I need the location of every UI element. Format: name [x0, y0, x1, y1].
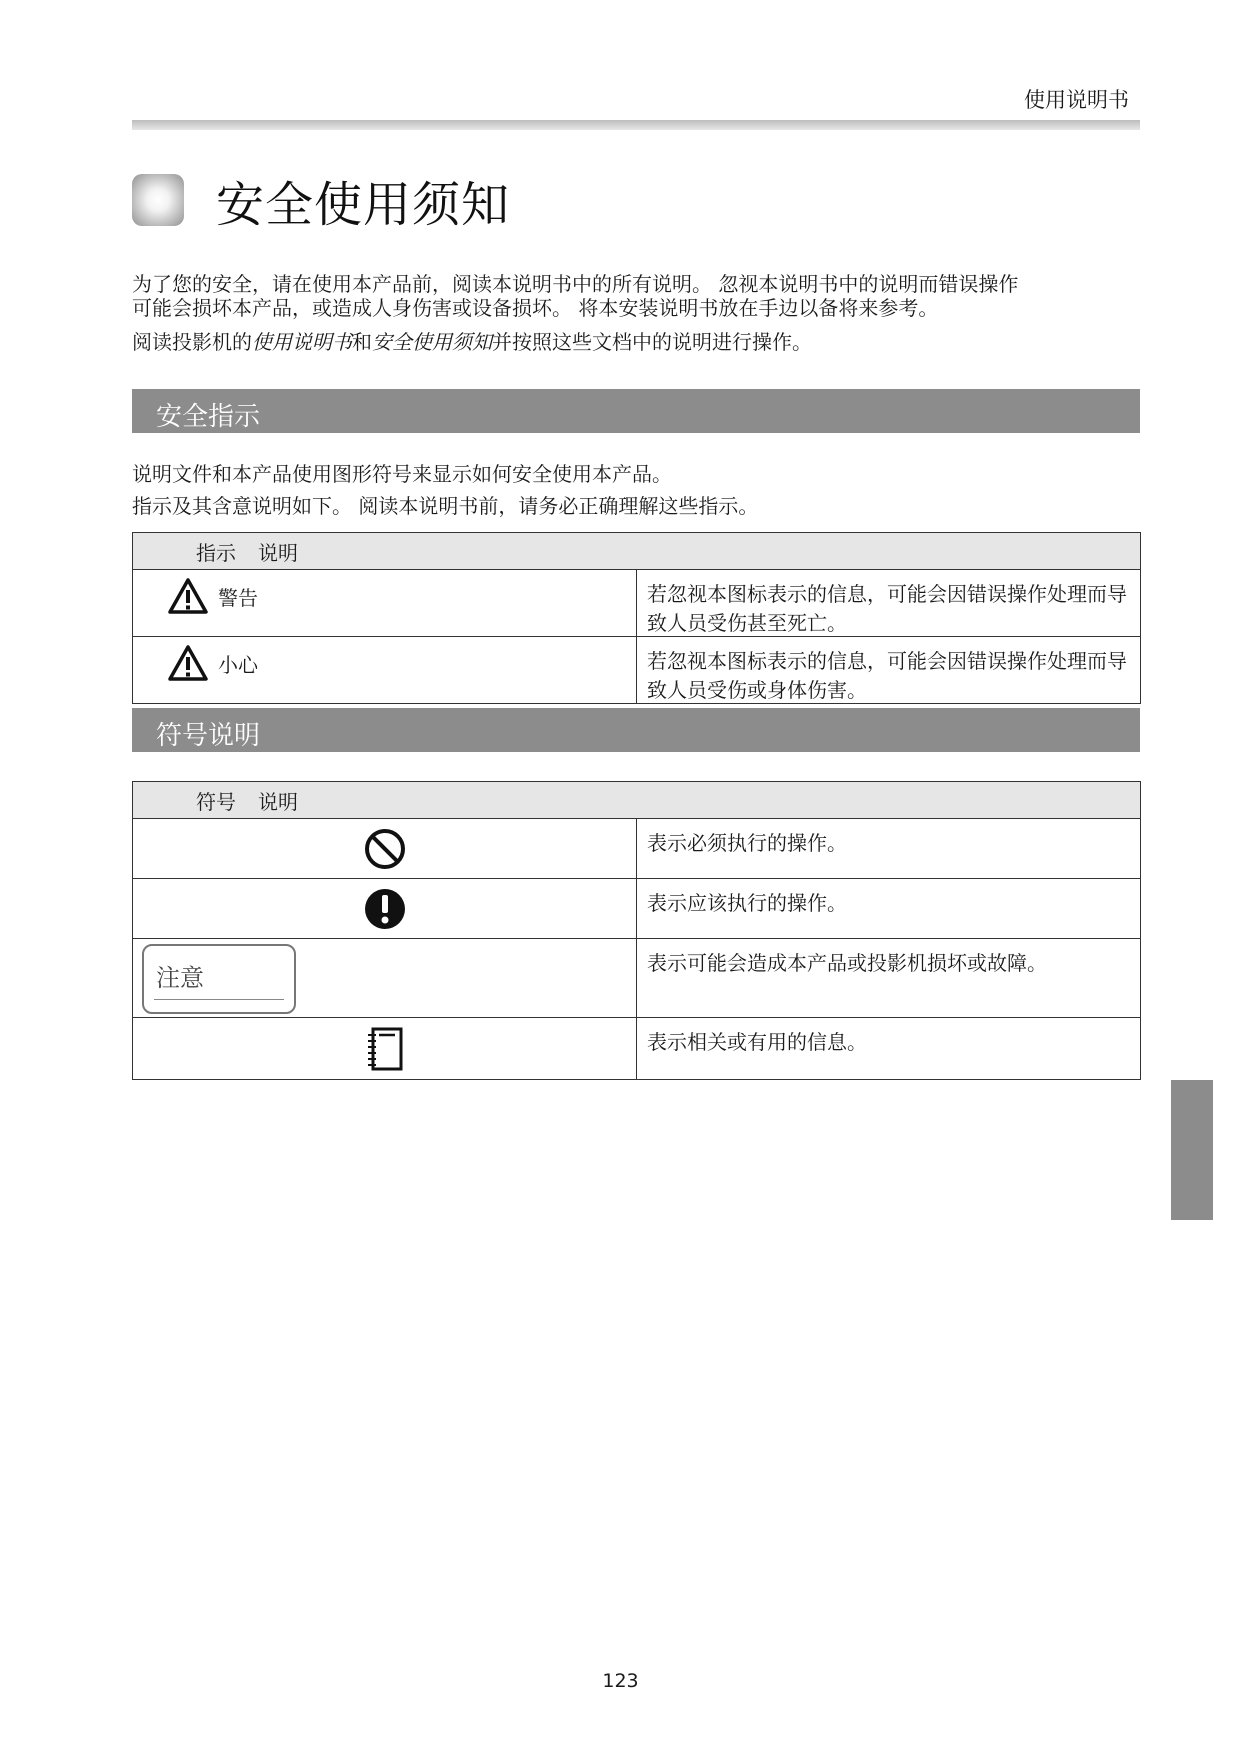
table-row — [133, 1018, 1141, 1080]
intro-line-3-prefix: 阅读投影机的 — [132, 330, 252, 354]
indications-table — [132, 532, 1141, 704]
table-header-row — [133, 782, 1141, 819]
table-header-cell — [133, 782, 1141, 819]
table-row — [133, 879, 1141, 939]
section-heading-symbols — [132, 708, 1140, 752]
prohibited-icon — [363, 827, 407, 871]
col-header-description: 说明 — [258, 789, 298, 814]
table-row — [133, 570, 1141, 637]
caution-note-box-icon — [142, 944, 296, 1014]
table-header-cell — [133, 533, 1141, 570]
intro-line-1: 为了您的安全，请在使用本产品前，阅读本说明书中的所有说明。 忽视本说明书中的说明而错误操作 — [132, 272, 1019, 296]
symbol-cell — [133, 879, 637, 939]
page-number: 123 — [602, 1670, 639, 1692]
indication-cell — [133, 570, 637, 637]
col-header-indication: 指示 — [196, 540, 236, 565]
description-cell: 表示必须执行的操作。 — [637, 819, 1141, 879]
mandatory-exclamation-icon — [363, 887, 407, 931]
caution-note-label: 注意 — [156, 964, 204, 992]
col-header-symbol: 符号 — [196, 789, 236, 814]
ref-user-guide-link: 使用说明书 — [252, 330, 352, 354]
symbol-cell — [133, 939, 637, 1018]
section-heading-symbols-text: 符号说明 — [156, 721, 261, 751]
table-header-row — [133, 533, 1141, 570]
warning-triangle-icon — [168, 645, 208, 681]
indication-cell — [133, 637, 637, 704]
description-cell: 若忽视本图标表示的信息，可能会因错误操作处理而导致人员受伤甚至死亡。 — [637, 570, 1141, 637]
header-rule — [132, 120, 1140, 130]
description-cell: 若忽视本图标表示的信息，可能会因错误操作处理而导致人员受伤或身体伤害。 — [637, 637, 1141, 704]
section-heading-safety — [132, 389, 1140, 433]
warning-triangle-icon — [168, 578, 208, 614]
page-title — [132, 170, 511, 233]
intro-line-2: 可能会损坏本产品，或造成人身伤害或设备损坏。 将本安装说明书放在手边以备将来参考。 — [132, 296, 939, 320]
table-row — [133, 939, 1141, 1018]
section-heading-safety-text: 安全指示 — [156, 402, 261, 432]
document-title: 使用说明书 — [1024, 88, 1129, 112]
page-title-text: 安全使用须知 — [216, 176, 511, 233]
notebook-icon — [365, 1026, 405, 1072]
intro-line-3-suffix: 并按照这些文档中的说明进行操作。 — [492, 330, 812, 354]
side-thumb-tab — [1171, 1080, 1213, 1220]
safety-para-1: 说明文件和本产品使用图形符号来显示如何安全使用本产品。 — [132, 462, 672, 486]
symbols-table — [132, 781, 1141, 1080]
title-marker-icon — [132, 174, 184, 226]
description-cell: 表示可能会造成本产品或投影机损坏或故障。 — [637, 939, 1141, 1018]
indication-label-warning: 警告 — [218, 585, 258, 610]
intro-line-3-and: 和 — [352, 330, 372, 354]
table-row — [133, 819, 1141, 879]
table-row — [133, 637, 1141, 704]
symbol-cell — [133, 1018, 637, 1080]
col-header-description: 说明 — [258, 540, 298, 565]
safety-para-2: 指示及其含意说明如下。 阅读本说明书前，请务必正确理解这些指示。 — [132, 494, 759, 518]
description-cell: 表示应该执行的操作。 — [637, 879, 1141, 939]
description-cell: 表示相关或有用的信息。 — [637, 1018, 1141, 1080]
symbol-cell — [133, 819, 637, 879]
intro-line-3 — [132, 330, 812, 354]
ref-safety-guide-link: 安全使用须知 — [372, 330, 492, 354]
indication-label-caution: 小心 — [218, 652, 258, 677]
